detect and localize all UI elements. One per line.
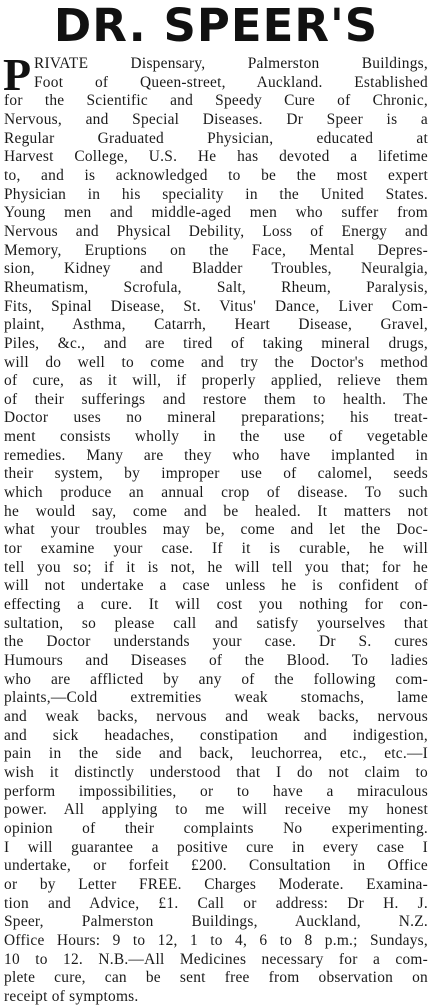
advert-text-line: tell you so; if it is not, he will tell you that; for he	[4, 558, 428, 576]
advert-text-line: or by Letter FREE. Charges Moderate. Examina-	[4, 875, 428, 893]
advert-headline: DR. SPEER'S	[53, 0, 379, 52]
advert-text-line: Regular Graduated Physician, educated at	[4, 129, 428, 147]
advert-text-line: of their sufferings and restore them to health. The	[4, 390, 428, 408]
advert-text-line: the Doctor understands your case. Dr S. cures	[4, 633, 428, 651]
advert-text-line: Rheumatism, Scrofula, Salt, Rheum, Paralysis,	[4, 278, 428, 296]
advert-text-line: I will guarantee a positive cure in every case I	[4, 838, 428, 856]
advert-text-line: plaint, Asthma, Catarrh, Heart Disease, Gravel,	[4, 316, 428, 334]
advert-text-line: Fits, Spinal Disease, St. Vitus' Dance, Liver Com-	[4, 297, 428, 315]
advert-text-line: to, and is acknowledged to be the most expert	[4, 166, 428, 184]
advert-text-line: perform impossibilities, or to have a miraculous	[4, 782, 428, 800]
advert-text-line: Speer, Palmerston Buildings, Auckland, N.Z.	[4, 913, 428, 931]
advert-text-line: undertake, or forfeit £200. Consultation in Office	[4, 857, 428, 875]
advert-text-line: tion and Advice, £1. Call or address: Dr H. J.	[4, 894, 428, 912]
advert-text-line: Physician in his speciality in the United States.	[4, 185, 428, 203]
advert-text-line: plete cure, can be sent free from observation on	[4, 969, 428, 987]
advert-text-line: Foot of Queen-street, Auckland. Established	[34, 73, 428, 91]
advert-text-line: sultation, so please call and satisfy yourselves that	[4, 614, 428, 632]
advert-text-line: Young men and middle-aged men who suffer from	[4, 204, 428, 222]
advert-text-line: Nervous and Physical Debility, Loss of Energy and	[4, 222, 428, 240]
advert-text-line: and sick headaches, constipation and indigestion,	[4, 726, 428, 744]
advert-text-line: pain in the side and back, leuchorrea, etc., etc.—I	[4, 745, 428, 763]
advert-text-line: what your troubles may be, come and let the Doc-	[4, 521, 428, 539]
advert-text-line: remedies. Many are they who have implanted in	[4, 446, 428, 464]
advert-text-line: Office Hours: 9 to 12, 1 to 4, 6 to 8 p.m.; Sundays,	[4, 931, 428, 949]
advert-text-line: Memory, Eruptions on the Face, Mental Depres-	[4, 241, 428, 259]
advert-text-line: for the Scientific and Speedy Cure of Chronic,	[4, 92, 428, 110]
advert-text-line: who are afflicted by any of the following com-	[4, 670, 428, 688]
advert-body-text	[3, 49, 428, 1006]
advert-text-line: ment consists wholly in the use of vegetable	[4, 428, 428, 446]
advert-text-line: and weak backs, nervous and weak backs, nervous	[4, 707, 428, 725]
advert-text-line: effecting a cure. It will cost you nothing for con-	[4, 596, 428, 614]
advert-text-line: 10 to 12. N.B.—All Medicines necessary for a com-	[4, 950, 428, 968]
advert-text-line: RIVATE Dispensary, Palmerston Buildings,	[34, 55, 428, 72]
advert-text-line: tor examine your case. If it is curable, he will	[4, 540, 428, 558]
drop-cap-letter: P	[3, 49, 32, 100]
advert-text-line: sion, Kidney and Bladder Troubles, Neuralgia,	[4, 260, 428, 278]
advert-text-line: which produce an annual crop of disease. To such	[4, 484, 428, 502]
advert-text-line: opinion of their complaints No experimenting.	[4, 819, 428, 837]
advert-text-line: Humours and Diseases of the Blood. To ladies	[4, 652, 428, 669]
advert-text-line: of cure, as it will, if properly applied, relieve them	[4, 372, 428, 390]
advert-text-line: will not undertake a case unless he is confident of	[4, 577, 428, 595]
advert-text-line: power. All applying to me will receive my honest	[4, 801, 428, 819]
advert-text-line: receipt of symptoms.	[4, 987, 139, 1005]
advert-text-line: wish it distinctly understood that I do not claim to	[4, 763, 428, 781]
advert-text-line: Nervous, and Special Diseases. Dr Speer is a	[4, 110, 428, 128]
advert-text-line: Doctor uses no mineral preparations; his treat-	[4, 409, 428, 427]
advert-text-line: their system, by improper use of calomel, seeds	[4, 465, 428, 483]
advert-text-line: plaints,—Cold extremities weak stomachs, lame	[4, 689, 428, 707]
advert-text-line: Piles, &c., and are tired of taking mineral drugs,	[4, 334, 428, 352]
advert-text-line: Harvest College, U.S. He has devoted a lifetime	[4, 148, 428, 166]
advert-text-line: will do well to come and try the Doctor's method	[4, 353, 428, 371]
advert-text-line: he would say, come and be healed. It matters not	[4, 502, 428, 520]
